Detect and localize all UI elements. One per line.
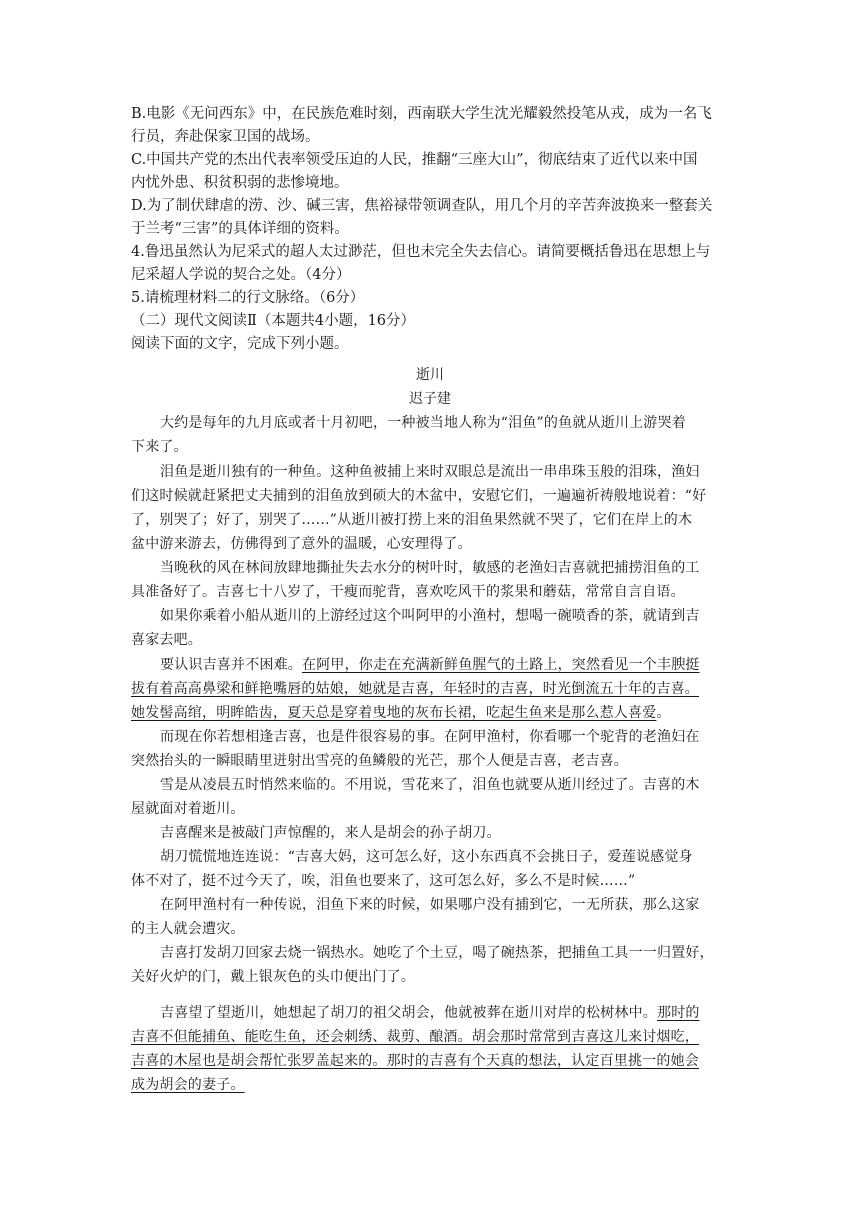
question-5: 5.请梳理材料二的行文脉络。（6分） [131, 290, 365, 306]
article-title: 逝川 [416, 367, 444, 383]
para-9-line-2: 体不对了，挺不过今天了，唉，泪鱼也要来了，这可怎么好，多么不是时候……” [131, 873, 636, 889]
para-4-line-1: 如果你乘着小船从逝川的上游经过这个叫阿甲的小渔村，想喝一碗喷香的茶，就请到吉 [160, 608, 700, 624]
para-10-line-2: 的主人就会遭灾。 [131, 921, 245, 937]
option-d-line-1: D.为了制伏肆虐的涝、沙、碱三害，焦裕禄带领调查队，用几个月的辛苦奔波换来一整套关 [131, 198, 713, 214]
underlined-passage-2b: 吉喜不但能捕鱼、能吃生鱼，还会刺绣、裁剪、酿酒。胡会那时常常到吉喜这儿来讨烟吃， [131, 1029, 699, 1045]
underlined-passage-2c: 吉喜的木屋也是胡会帮忙张罗盖起来的。那时的吉喜有个天真的想法，认定百里挑一的她会 [131, 1053, 699, 1069]
para-11-line-1: 吉喜打发胡刀回家去烧一锅热水。她吃了个土豆，喝了碗热茶，把捕鱼工具一一归置好， [160, 945, 714, 961]
para-11-line-2: 关好火炉的门，戴上银灰色的头巾便出门了。 [131, 969, 415, 985]
underlined-passage-1a: 在阿甲，你走在充满新鲜鱼腥气的土路上，突然看见一个丰腴挺 [302, 657, 700, 673]
question-4-line-2: 尼采超人学说的契合之处。（4分） [131, 267, 351, 283]
para-12-lead: 吉喜望了望逝川，她想起了胡刀的祖父胡会，他就被葬在逝川对岸的松树林中。 [160, 1005, 657, 1021]
question-4-line-1: 4.鲁迅虽然认为尼采式的超人太过渺茫，但也未完全失去信心。请简要概括鲁迅在思想上与 [131, 244, 711, 260]
para-5-lead: 要认识吉喜并不困难。 [160, 657, 302, 673]
para-9-line-1: 胡刀慌慌地连连说：“吉喜大妈，这可怎么好，这小东西真不会挑日子，爱莲说感觉身 [160, 849, 693, 865]
option-b-line-2: 行员，奔赴保家卫国的战场。 [131, 129, 320, 145]
option-c-line-1: C.中国共产党的杰出代表率领受压迫的人民，推翻“三座大山”，彻底结束了近代以来中国 [131, 152, 698, 168]
para-3-line-1: 当晚秋的风在林间放肆地撕扯失去水分的树叶时，敏感的老渔妇吉喜就把捕捞泪鱼的工 [160, 560, 700, 576]
para-5-line-1 [160, 655, 700, 675]
para-3-line-2: 具准备好了。吉喜七十八岁了，干瘦而驼背，喜欢吃风干的浆果和蘑菇，常常自言自语。 [131, 584, 685, 600]
underlined-passage-2a: 那时的 [657, 1005, 700, 1021]
para-2-line-2: 们这时候就赶紧把丈夫捕到的泪鱼放到硕大的木盆中，安慰它们，一遍遍祈祷般地说着：“好 [131, 488, 707, 504]
para-10-line-1: 在阿甲渔村有一种传说，泪鱼下来的时候，如果哪户没有捕到它，一无所获，那么这家 [160, 897, 700, 913]
para-2-line-3: 了，别哭了；好了，别哭了……”从逝川被打捞上来的泪鱼果然就不哭了，它们在岸上的木 [131, 512, 693, 528]
para-2-line-4: 盆中游来游去，仿佛得到了意外的温暖，心安理得了。 [131, 536, 472, 552]
underlined-passage-1b: 拔有着高高鼻梁和鲜艳嘴唇的姑娘，她就是吉喜，年轻时的吉喜，时光倒流五十年的吉喜。 [131, 681, 699, 697]
article-author: 迟子建 [409, 391, 451, 407]
para-5-line-3 [131, 703, 671, 723]
para-7-line-2: 屋就面对着逝川。 [131, 801, 245, 817]
para-7-line-1: 雪是从凌晨五时悄然来临的。不用说，雪花来了，泪鱼也就要从逝川经过了。吉喜的木 [160, 777, 700, 793]
underlined-passage-2d: 成为胡会的妻子。 [131, 1077, 245, 1093]
para-5-end: 。 [656, 705, 671, 721]
para-1-line-2: 下来了。 [131, 439, 188, 455]
option-c-line-2: 内忧外患、积贫积弱的悲惨境地。 [131, 175, 349, 191]
para-6-line-1: 而现在你若想相逢吉喜，也是件很容易的事。在阿甲渔村，你看哪一个驼背的老渔妇在 [160, 729, 700, 745]
para-4-line-2: 喜家去吧。 [131, 632, 202, 648]
para-2-line-1: 泪鱼是逝川独有的一种鱼。这种鱼被捕上来时双眼总是流出一串串珠玉般的泪珠，渔妇 [160, 464, 700, 480]
para-1-line-1: 大约是每年的九月底或者十月初吧，一种被当地人称为“泪鱼”的鱼就从逝川上游哭着 [160, 415, 686, 431]
underlined-passage-1c: 她发髻高绾，明眸皓齿，夏天总是穿着曳地的灰布长裙，吃起生鱼来是那么惹人喜爱 [131, 705, 657, 721]
para-12-line-1 [160, 1003, 700, 1023]
para-6-line-2: 突然抬头的一瞬眼睛里迸射出雪亮的鱼鳞般的光芒，那个人便是吉喜，老吉喜。 [131, 753, 628, 769]
section-heading: （二）现代文阅读Ⅱ（本题共4小题，16分） [131, 313, 416, 329]
option-d-line-2: 于兰考“三害”的具体详细的资料。 [131, 221, 349, 237]
para-8: 吉喜醒来是被敲门声惊醒的，来人是胡会的孙子胡刀。 [160, 825, 501, 841]
reading-instruction: 阅读下面的文字，完成下列小题。 [131, 336, 349, 352]
option-b-line-1: B.电影《无问西东》中，在民族危难时刻，西南联大学生沈光耀毅然投笔从戎，成为一名飞 [131, 106, 712, 122]
